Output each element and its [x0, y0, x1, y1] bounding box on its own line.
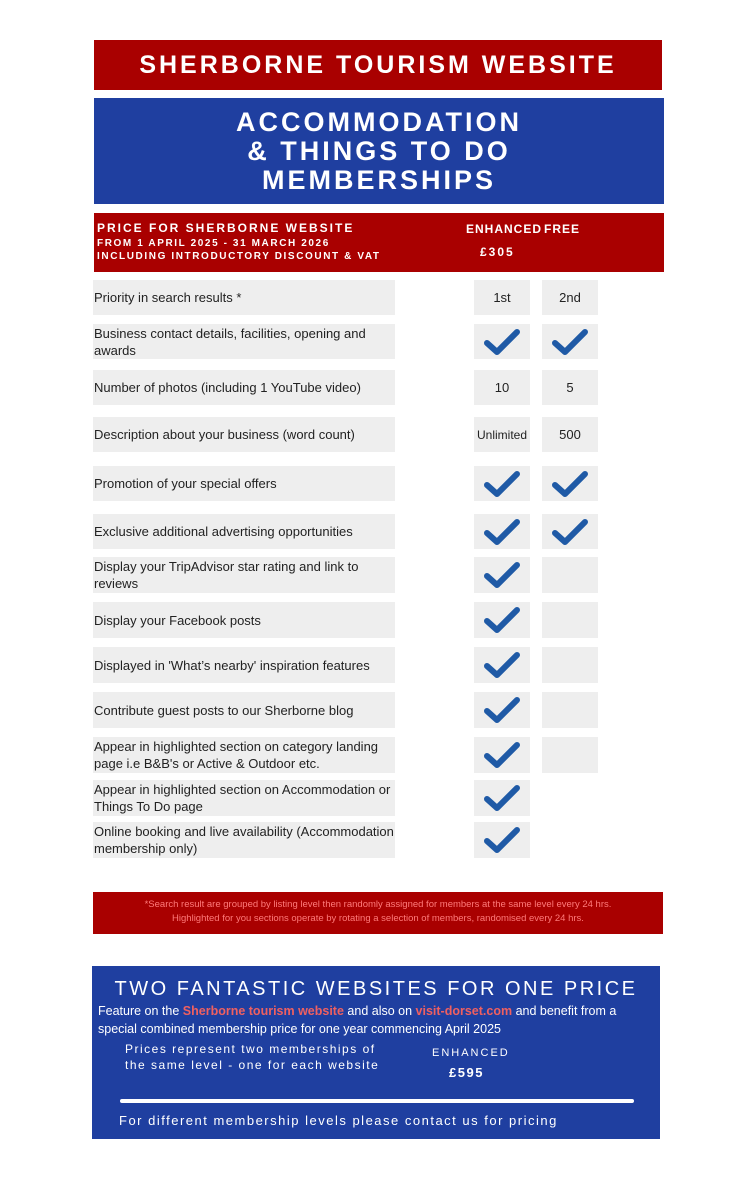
feature-label: Contribute guest posts to our Sherborne blog [93, 692, 395, 728]
free-value: 5 [542, 370, 598, 405]
free-check-icon [542, 324, 598, 359]
feature-label: Displayed in 'What’s nearby' inspiration features [93, 647, 395, 683]
free-empty-cell [542, 557, 598, 593]
divider [120, 1099, 634, 1103]
free-check-icon [542, 514, 598, 549]
enhanced-check-icon [474, 602, 530, 638]
banner-line-1: ACCOMMODATION [236, 106, 522, 137]
offer-title: TWO FANTASTIC WEBSITES FOR ONE PRICE [114, 978, 638, 1000]
site-title: SHERBORNE TOURISM WEBSITE [139, 50, 617, 79]
enhanced-value: 10 [474, 370, 530, 405]
feature-label: Business contact details, facilities, opening and awards [93, 324, 395, 359]
offer-text-2: and also on [343, 1004, 416, 1018]
price-vat-note: INCLUDING INTRODUCTORY DISCOUNT & VAT [97, 251, 381, 262]
combined-offer-panel [92, 966, 660, 1139]
feature-label: Appear in highlighted section on Accommodation or Things To Do page [93, 780, 395, 816]
enhanced-check-icon [474, 557, 530, 593]
enhanced-check-icon [474, 737, 530, 773]
banner-line-3: MEMBERSHIPS [261, 164, 497, 195]
feature-label: Display your Facebook posts [93, 602, 395, 638]
offer-enhanced-label: ENHANCED [432, 1047, 510, 1059]
offer-note-line-1: Prices represent two memberships of [125, 1042, 376, 1056]
enhanced-check-icon [474, 466, 530, 501]
enhanced-price: £305 [480, 245, 515, 259]
free-value: 500 [542, 417, 598, 452]
free-empty-cell [542, 737, 598, 773]
feature-label: Appear in highlighted section on category landing page i.e B&B's or Active & Outdoor etc. [93, 737, 395, 773]
price-heading: PRICE FOR SHERBORNE WEBSITE [97, 221, 355, 235]
feature-label: Exclusive additional advertising opportunities [93, 514, 395, 549]
price-period: FROM 1 APRIL 2025 - 31 MARCH 2026 [97, 238, 330, 249]
feature-label: Description about your business (word count) [93, 417, 395, 452]
feature-label: Number of photos (including 1 YouTube video) [93, 370, 395, 405]
free-column-header: FREE [544, 222, 581, 236]
footnote-line-1: *Search result are grouped by listing level then randomly assigned for members at the same level every 24 hrs. [144, 899, 612, 910]
offer-text-3: and benefit from a special combined membership price for one year commencing April 2025 [98, 1004, 617, 1036]
free-empty-cell [542, 647, 598, 683]
enhanced-value: 1st [474, 280, 530, 315]
memberships-banner [94, 98, 664, 204]
free-empty-cell [542, 692, 598, 728]
free-value: 2nd [542, 280, 598, 315]
enhanced-column-header: ENHANCED [466, 222, 543, 236]
contact-note: For different membership levels please contact us for pricing [119, 1113, 558, 1128]
enhanced-check-icon [474, 324, 530, 359]
site-title-banner [94, 40, 662, 90]
offer-text-1: Feature on the [98, 1004, 183, 1018]
search-footnote [93, 892, 663, 934]
footnote-line-2: Highlighted for you sections operate by rotating a selection of members, randomised every 24 hrs. [172, 913, 584, 924]
offer-note-line-2: the same level - one for each website [125, 1058, 380, 1072]
enhanced-value: Unlimited [474, 417, 530, 452]
free-check-icon [542, 466, 598, 501]
sherborne-website-link[interactable]: Sherborne tourism website [182, 1004, 344, 1018]
offer-description [98, 1002, 658, 1038]
feature-label: Online booking and live availability (Accommodation membership only) [94, 824, 394, 856]
price-header-bar [94, 213, 664, 272]
offer-enhanced-price: £595 [449, 1065, 484, 1080]
enhanced-check-icon [474, 647, 530, 683]
free-empty-cell [542, 602, 598, 638]
feature-label: Promotion of your special offers [93, 466, 395, 501]
feature-label: Priority in search results * [93, 280, 395, 315]
visit-dorset-link[interactable]: visit-dorset.com [415, 1004, 513, 1018]
enhanced-check-icon [474, 822, 530, 858]
enhanced-check-icon [474, 514, 530, 549]
enhanced-check-icon [474, 780, 530, 816]
enhanced-check-icon [474, 692, 530, 728]
feature-label: Display your TripAdvisor star rating and link to reviews [93, 557, 395, 593]
banner-line-2: & THINGS TO DO [247, 135, 511, 166]
